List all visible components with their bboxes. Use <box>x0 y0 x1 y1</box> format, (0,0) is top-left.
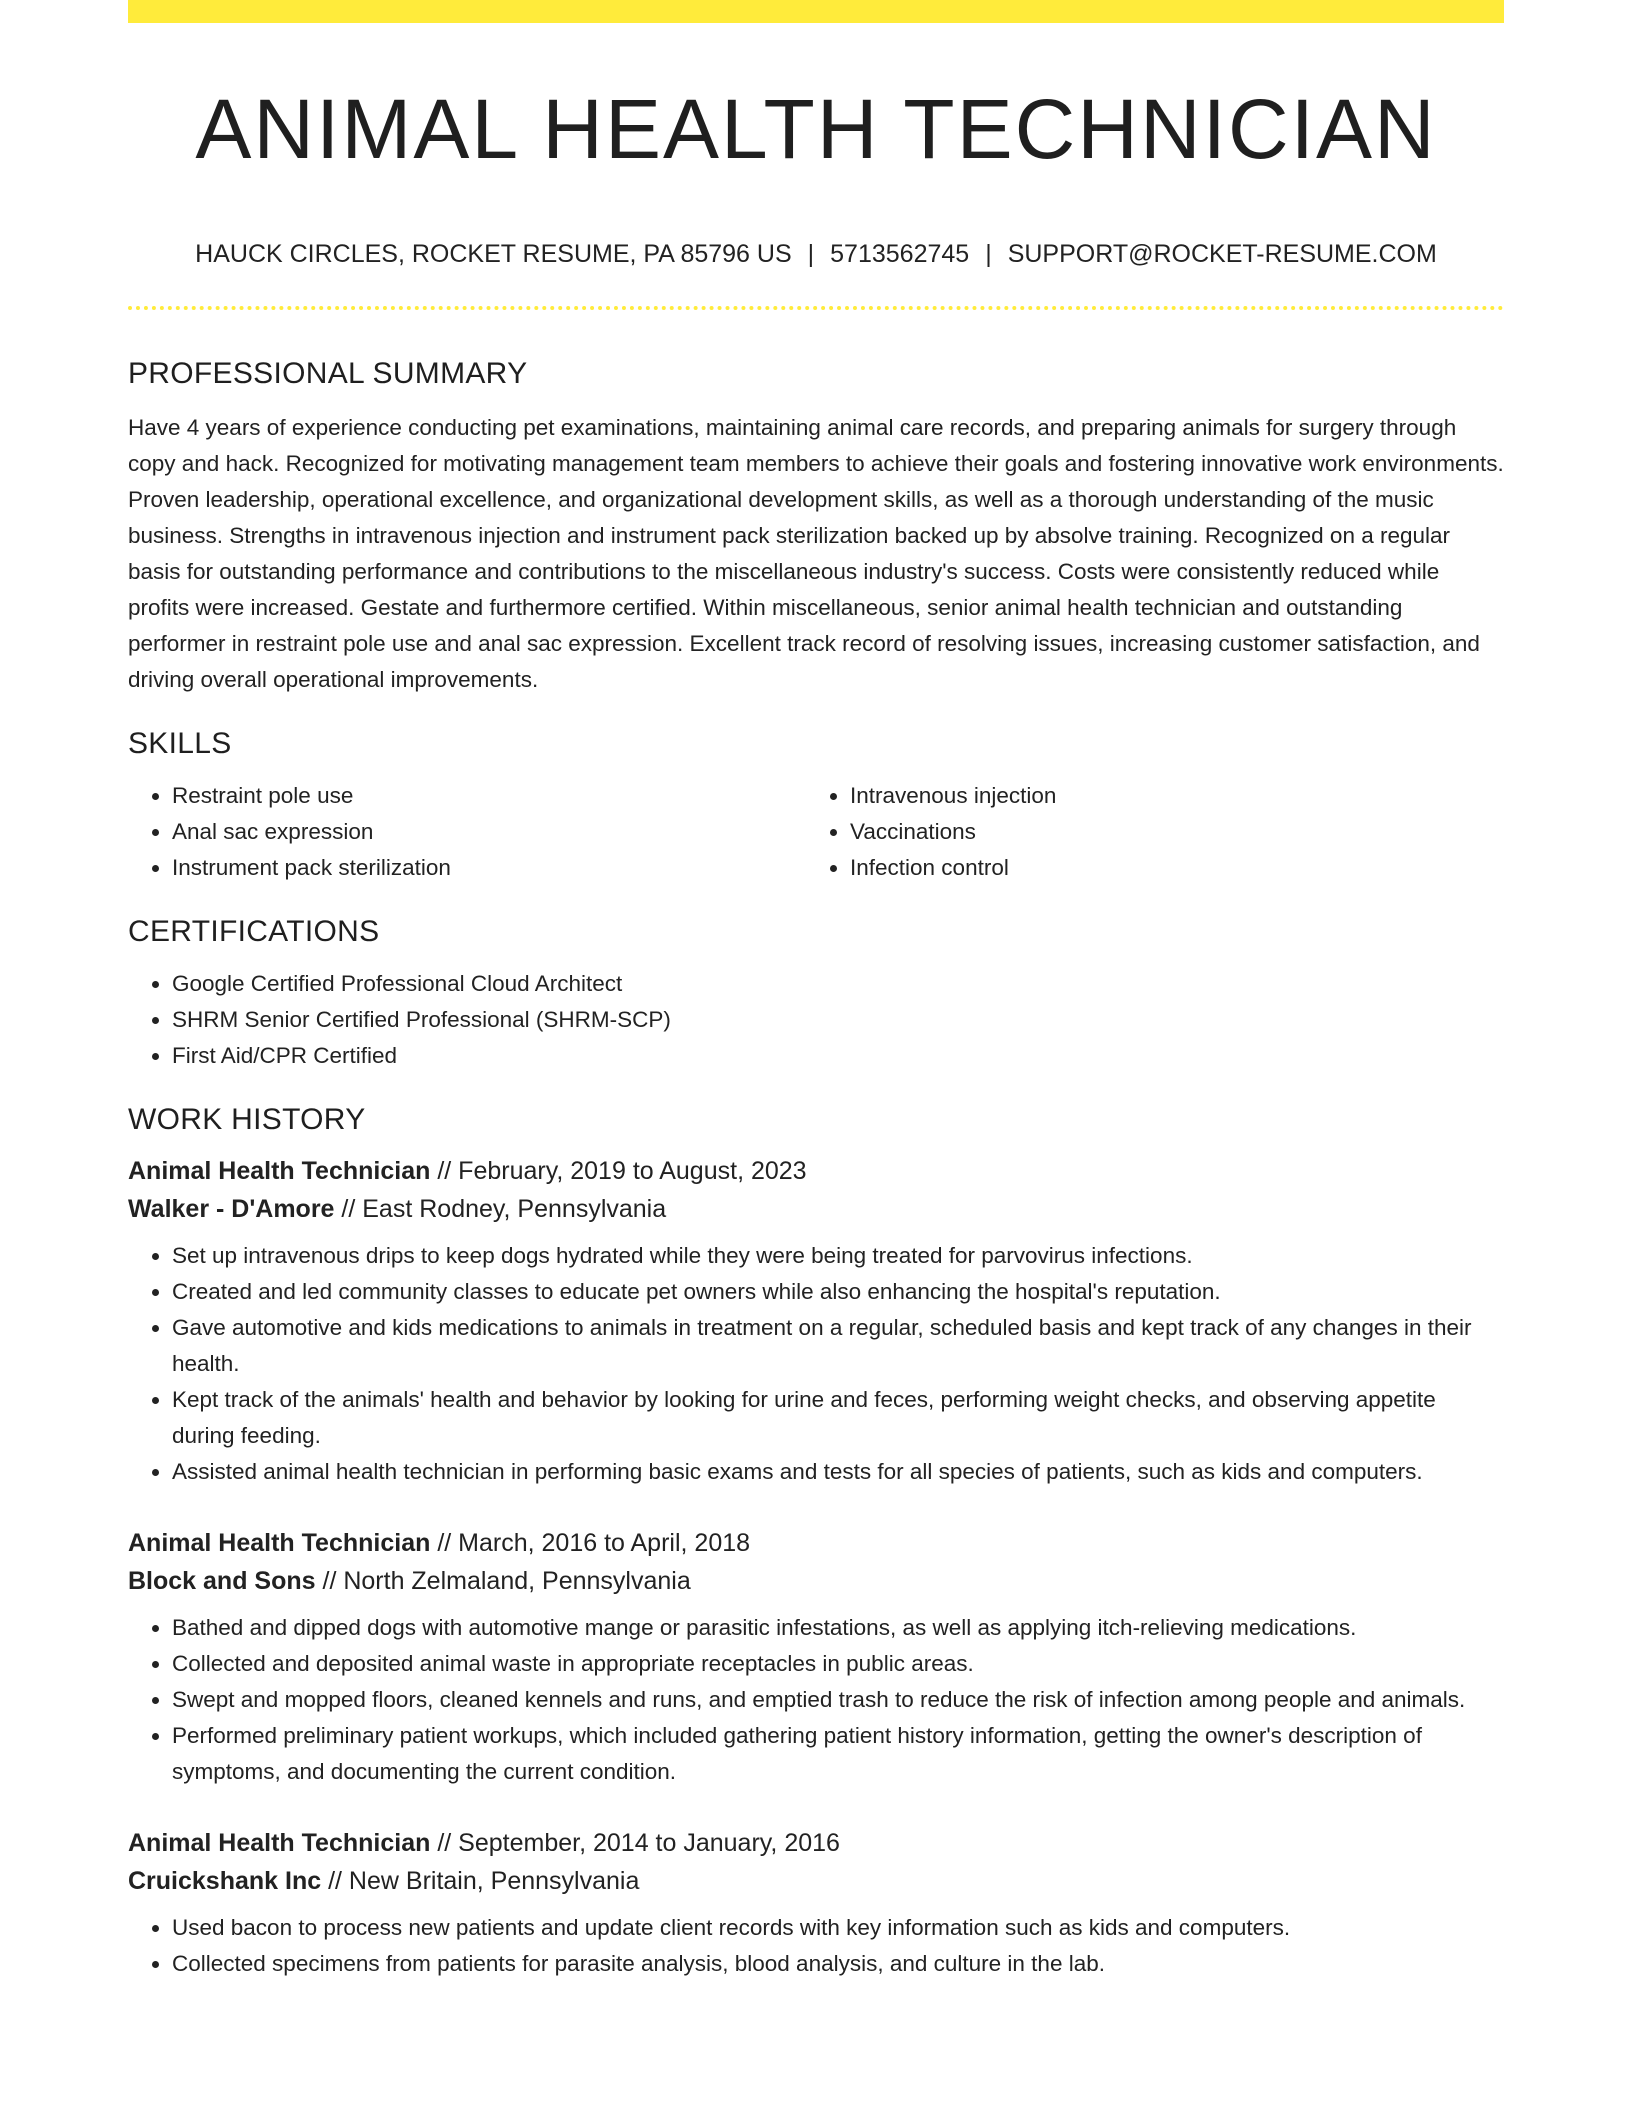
job-location: // East Rodney, Pennsylvania <box>341 1195 667 1223</box>
job-entry <box>128 1152 1504 1490</box>
job-company: Block and Sons <box>128 1567 316 1595</box>
work-history-section <box>128 1098 1504 1982</box>
summary-heading: PROFESSIONAL SUMMARY <box>128 357 528 390</box>
job-title-line <box>128 1152 1504 1190</box>
job-company-line <box>128 1562 1504 1600</box>
job-bullets <box>128 1610 1504 1790</box>
job-bullet: • Collected specimens from patients for parasite analysis, blood analysis, and culture in the lab. <box>172 1946 1504 1982</box>
job-bullet: • Set up intravenous drips to keep dogs hydrated while they were being treated for parvovirus infections. <box>172 1238 1504 1274</box>
resume-title: ANIMAL HEALTH TECHNICIAN <box>195 82 1437 176</box>
job-bullet: • Assisted animal health technician in performing basic exams and tests for all species of patients, such as kids and computers. <box>172 1454 1504 1490</box>
job-bullets <box>128 1910 1504 1982</box>
header-divider <box>128 306 1504 310</box>
certification-item: • Google Certified Professional Cloud Architect <box>172 966 1504 1002</box>
job-bullet: • Performed preliminary patient workups, which included gathering patient history information, getting the owner's description of symptoms, and documenting the current condition. <box>172 1718 1504 1790</box>
job-company: Walker - D'Amore <box>128 1195 335 1223</box>
job-company-line <box>128 1862 1504 1900</box>
certification-item: • First Aid/CPR Certified <box>172 1038 1504 1074</box>
skills-section <box>128 722 1504 886</box>
skill-item: • Restraint pole use <box>172 778 806 814</box>
resume-content <box>128 352 1504 1982</box>
skills-heading: SKILLS <box>128 727 232 760</box>
contact-separator: | <box>985 240 992 268</box>
job-bullet: • Kept track of the animals' health and behavior by looking for urine and feces, performing weight checks, and observing appetite during feeding. <box>172 1382 1504 1454</box>
summary-text: Have 4 years of experience conducting pet examinations, maintaining animal care records, and preparing animals for surgery through copy and hack. Recognized for motivating management team members to achieve their goals and fostering innovative work environments. Proven leadership, operational excellence, and organizational development skills, as well as a thorough understanding of the music business. Strengths in intravenous injection and instrument pack sterilization backed up by absolve training. Recognized on a regular basis for outstanding performance and contributions to the miscellaneous industry's success. Costs were consistently reduced while profits were increased. Gestate and furthermore certified. Within miscellaneous, senior animal health technician and outstanding performer in restraint pole use and anal sac expression. Excellent track record of resolving issues, increasing customer satisfaction, and driving overall operational improvements. <box>128 415 1504 692</box>
skills-right-list <box>806 778 1484 886</box>
work-history-heading: WORK HISTORY <box>128 1103 366 1136</box>
certifications-heading: CERTIFICATIONS <box>128 915 380 948</box>
job-dates: // February, 2019 to August, 2023 <box>437 1157 807 1185</box>
skill-item: • Instrument pack sterilization <box>172 850 806 886</box>
certifications-section <box>128 910 1504 1074</box>
skill-item: • Infection control <box>850 850 1484 886</box>
contact-phone: 5713562745 <box>830 240 970 268</box>
contact-address: HAUCK CIRCLES, ROCKET RESUME, PA 85796 US <box>195 240 792 268</box>
job-bullet: • Swept and mopped floors, cleaned kennels and runs, and emptied trash to reduce the risk of infection among people and animals. <box>172 1682 1504 1718</box>
summary-section <box>128 352 1504 698</box>
skills-columns <box>128 778 1504 886</box>
contact-separator: | <box>807 240 815 268</box>
contact-line <box>128 236 1504 272</box>
job-title: Animal Health Technician <box>128 1157 431 1185</box>
job-bullet: • Bathed and dipped dogs with automotive mange or parasitic infestations, as well as applying itch-relieving medications. <box>172 1610 1504 1646</box>
skill-item: • Vaccinations <box>850 814 1484 850</box>
job-title-line <box>128 1824 1504 1862</box>
job-entry <box>128 1824 1504 1982</box>
job-title: Animal Health Technician <box>128 1829 431 1857</box>
job-dates: // March, 2016 to April, 2018 <box>437 1529 751 1557</box>
job-bullet: • Gave automotive and kids medications to animals in treatment on a regular, scheduled basis and kept track of any changes in their health. <box>172 1310 1504 1382</box>
skill-item: • Intravenous injection <box>850 778 1484 814</box>
top-accent-bar <box>128 0 1504 23</box>
job-bullet: • Collected and deposited animal waste in appropriate receptacles in public areas. <box>172 1646 1504 1682</box>
skills-left-list <box>128 778 806 886</box>
contact-email: SUPPORT@ROCKET-RESUME.COM <box>1007 240 1437 268</box>
job-title-line <box>128 1524 1504 1562</box>
job-bullet: • Used bacon to process new patients and update client records with key information such as kids and computers. <box>172 1910 1504 1946</box>
job-bullet: • Created and led community classes to educate pet owners while also enhancing the hospital's reputation. <box>172 1274 1504 1310</box>
job-title: Animal Health Technician <box>128 1529 431 1557</box>
job-company: Cruickshank Inc <box>128 1867 322 1895</box>
job-entry <box>128 1524 1504 1790</box>
job-company-line <box>128 1190 1504 1228</box>
skill-item: • Anal sac expression <box>172 814 806 850</box>
job-location: // New Britain, Pennsylvania <box>328 1867 640 1895</box>
job-bullets <box>128 1238 1504 1490</box>
certifications-list <box>128 966 1504 1074</box>
job-location: // North Zelmaland, Pennsylvania <box>322 1567 691 1595</box>
certification-item: • SHRM Senior Certified Professional (SHRM-SCP) <box>172 1002 1504 1038</box>
job-dates: // September, 2014 to January, 2016 <box>437 1829 840 1857</box>
